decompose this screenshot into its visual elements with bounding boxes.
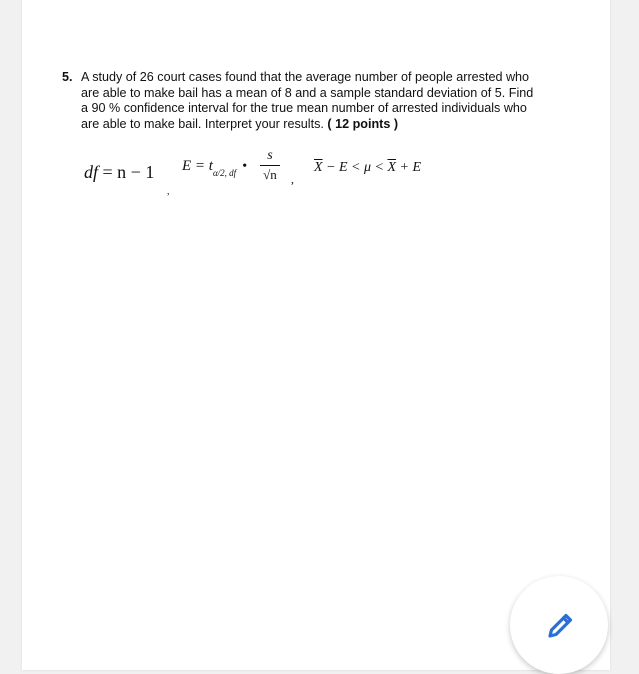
t-subscript: α/2, df	[212, 168, 237, 178]
question-text: A study of 26 court cases found that the average number of people arrested who are able to make bail has a mean of 8 and a sample standard deviation of 5. Find a 90 % confidence interval for the true mean number of arrested individuals who are able to make bail. Interpret your results.	[81, 70, 534, 131]
df-expression: = n − 1	[102, 162, 155, 182]
df-formula	[84, 162, 154, 183]
confidence-interval-formula	[314, 160, 421, 176]
fraction-bar	[260, 165, 280, 166]
question-number: 5.	[62, 70, 73, 84]
question-text-block	[81, 70, 541, 132]
margin-of-error-formula	[182, 158, 248, 178]
ci-end: + E	[396, 160, 422, 175]
pencil-icon	[543, 609, 577, 643]
ci-middle: − E < μ <	[322, 160, 388, 175]
edit-fab-button[interactable]	[510, 576, 608, 674]
df-label: df	[84, 162, 99, 182]
frac-denominator: √n	[263, 167, 277, 182]
xbar-left: $\overline{X}$	[314, 160, 323, 175]
xbar-right: $\overline{X}$	[387, 160, 397, 175]
frac-numerator: s	[267, 148, 273, 163]
separator-comma: ,	[291, 172, 294, 186]
separator-comma: ,	[167, 186, 170, 197]
formula-row	[84, 148, 504, 198]
s-over-sqrt-n	[260, 148, 280, 182]
question-points: ( 12 points )	[327, 116, 399, 131]
E-lhs: E = t	[182, 158, 213, 174]
multiply-dot: •	[242, 159, 248, 174]
